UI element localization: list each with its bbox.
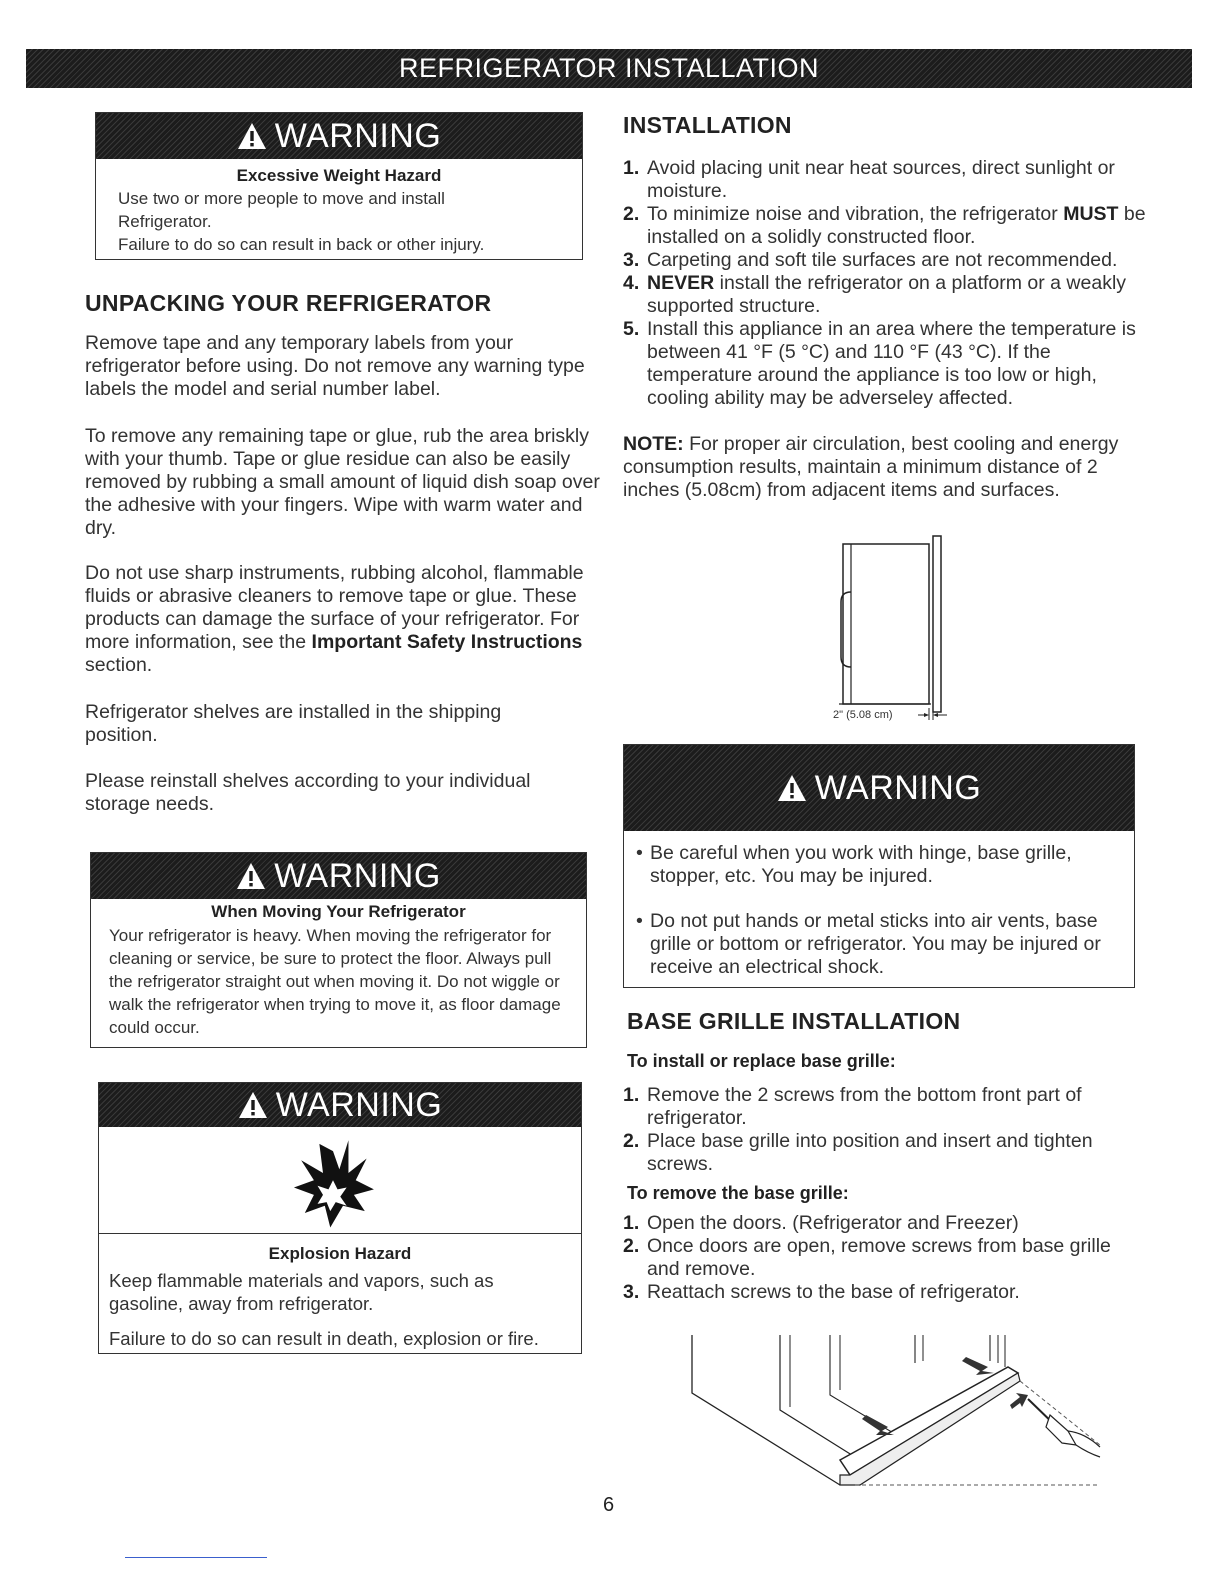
bullet-item: • Be careful when you work with hinge, base grille, stopper, etc. You may be injured. bbox=[636, 842, 1072, 887]
warning-word: WARNING bbox=[274, 116, 442, 155]
warning-text: Keep flammable materials and vapors, such as gasoline, away from refrigerator. bbox=[109, 1270, 494, 1314]
warning-triangle-icon bbox=[238, 1091, 268, 1119]
note-text: For proper air circulation, best cooling and energy consumption results, maintain a minimum distance of 2 inches (5.08cm) from adjacent items and surfaces. bbox=[623, 433, 1119, 501]
divider bbox=[99, 1233, 581, 1234]
page-title: REFRIGERATOR INSTALLATION bbox=[398, 53, 820, 83]
hazard-title: Explosion Hazard bbox=[268, 1244, 412, 1263]
warning-line: Refrigerator. bbox=[118, 212, 212, 231]
page-title-banner bbox=[26, 49, 1192, 88]
warning-word: WARNING bbox=[274, 856, 441, 895]
remove-subheading: To remove the base grille: bbox=[627, 1183, 849, 1203]
hazard-title: Excessive Weight Hazard bbox=[236, 166, 442, 185]
list-item: 3. Reattach screws to the base of refrigerator. bbox=[623, 1281, 1020, 1303]
warning-word: WARNING bbox=[275, 1085, 443, 1124]
warning-word: WARNING bbox=[814, 768, 982, 807]
warning-bullets bbox=[628, 842, 1128, 979]
warning-box-explosion bbox=[98, 1082, 582, 1354]
unpacking-heading: UNPACKING YOUR REFRIGERATOR bbox=[85, 290, 492, 316]
base-grille-heading: BASE GRILLE INSTALLATION bbox=[627, 1008, 961, 1034]
warning-box-moving bbox=[90, 852, 587, 1048]
warning-text: Failure to do so can result in death, explosion or fire. bbox=[109, 1328, 539, 1349]
list-item: 1. Avoid placing unit near heat sources, direct sunlight or moisture. bbox=[623, 157, 1115, 202]
explosion-icon bbox=[283, 1133, 383, 1233]
warning-header bbox=[91, 853, 586, 899]
warning-triangle-icon bbox=[236, 862, 266, 890]
unpacking-para-3 bbox=[85, 562, 605, 677]
list-item: 5. Install this appliance in an area where the temperature is between 41 °F (5 °C) and 110 °F (43 °C). If the temperature around the appliance is too low or high, cooling ability may be adverseley affected. bbox=[623, 318, 1136, 409]
warning-line: Failure to do so can result in back or other injury. bbox=[118, 235, 485, 254]
para-text: section. bbox=[85, 654, 153, 676]
installation-heading: INSTALLATION bbox=[623, 112, 792, 138]
base-grille-diagram bbox=[690, 1335, 1110, 1495]
warning-triangle-icon bbox=[777, 774, 807, 802]
hazard-title: When Moving Your Refrigerator bbox=[211, 902, 466, 921]
warning-box-weight bbox=[95, 112, 583, 260]
list-item: 1. Remove the 2 screws from the bottom front part of refrigerator. bbox=[623, 1084, 1082, 1129]
para-text: Do not use sharp instruments, rubbing alcohol, flammable fluids or abrasive cleaners to remove tape or glue. These products can damage the surface of your refrigerator. For more information, see the bbox=[85, 562, 584, 653]
bullet-item: • Do not put hands or metal sticks into air vents, base grille or bottom or refrigerator. You may be injured or receive an electrical shock. bbox=[636, 910, 1101, 978]
note-label: NOTE: bbox=[623, 433, 684, 455]
install-steps bbox=[623, 1084, 1133, 1176]
list-item: 3. Carpeting and soft tile surfaces are not recommended. bbox=[623, 249, 1118, 271]
unpacking-para-4: Refrigerator shelves are installed in the shipping position. bbox=[85, 701, 502, 746]
unpacking-para-1: Remove tape and any temporary labels from your refrigerator before using. Do not remove any warning type labels the model and serial number label. bbox=[85, 332, 585, 400]
warning-text bbox=[118, 187, 568, 256]
installation-list bbox=[623, 157, 1148, 410]
unpacking-para-2: To remove any remaining tape or glue, rub the area briskly with your thumb. Tape or glue residue can also be easily removed by rubbing a small amount of liquid dish soap over the adhesive with your fingers. Wipe with warm water and dry. bbox=[85, 425, 600, 539]
safety-instructions-ref: Important Safety Instructions bbox=[311, 631, 583, 653]
page-number: 6 bbox=[603, 1494, 615, 1516]
warning-text: Your refrigerator is heavy. When moving the refrigerator for cleaning or service, be sure to protect the floor. Always pull the refrigerator straight out when moving it. Do not wiggle or walk the refrigerator when trying to move it, as floor damage could occur. bbox=[109, 926, 561, 1037]
warning-box-hinge bbox=[623, 744, 1135, 988]
list-item: 2. To minimize noise and vibration, the refrigerator MUST be installed on a solidly constructed floor. bbox=[623, 203, 1146, 248]
install-subheading: To install or replace base grille: bbox=[627, 1051, 896, 1071]
warning-header bbox=[624, 745, 1134, 831]
list-item: 2. Once doors are open, remove screws from base grille and remove. bbox=[623, 1235, 1111, 1280]
warning-header bbox=[99, 1083, 581, 1127]
list-item: 2. Place base grille into position and insert and tighten screws. bbox=[623, 1130, 1093, 1175]
remove-steps bbox=[623, 1212, 1123, 1304]
warning-header bbox=[96, 113, 582, 159]
warning-line: Use two or more people to move and install bbox=[118, 189, 445, 208]
warning-triangle-icon bbox=[237, 122, 267, 150]
clearance-label: 2" (5.08 cm) bbox=[833, 709, 893, 721]
list-item: 4. NEVER install the refrigerator on a platform or a weakly supported structure. bbox=[623, 272, 1127, 317]
installation-note bbox=[623, 433, 1133, 502]
list-item: 1. Open the doors. (Refrigerator and Freezer) bbox=[623, 1212, 1019, 1234]
unpacking-para-5: Please reinstall shelves according to your individual storage needs. bbox=[85, 770, 531, 815]
divider bbox=[125, 1557, 267, 1558]
